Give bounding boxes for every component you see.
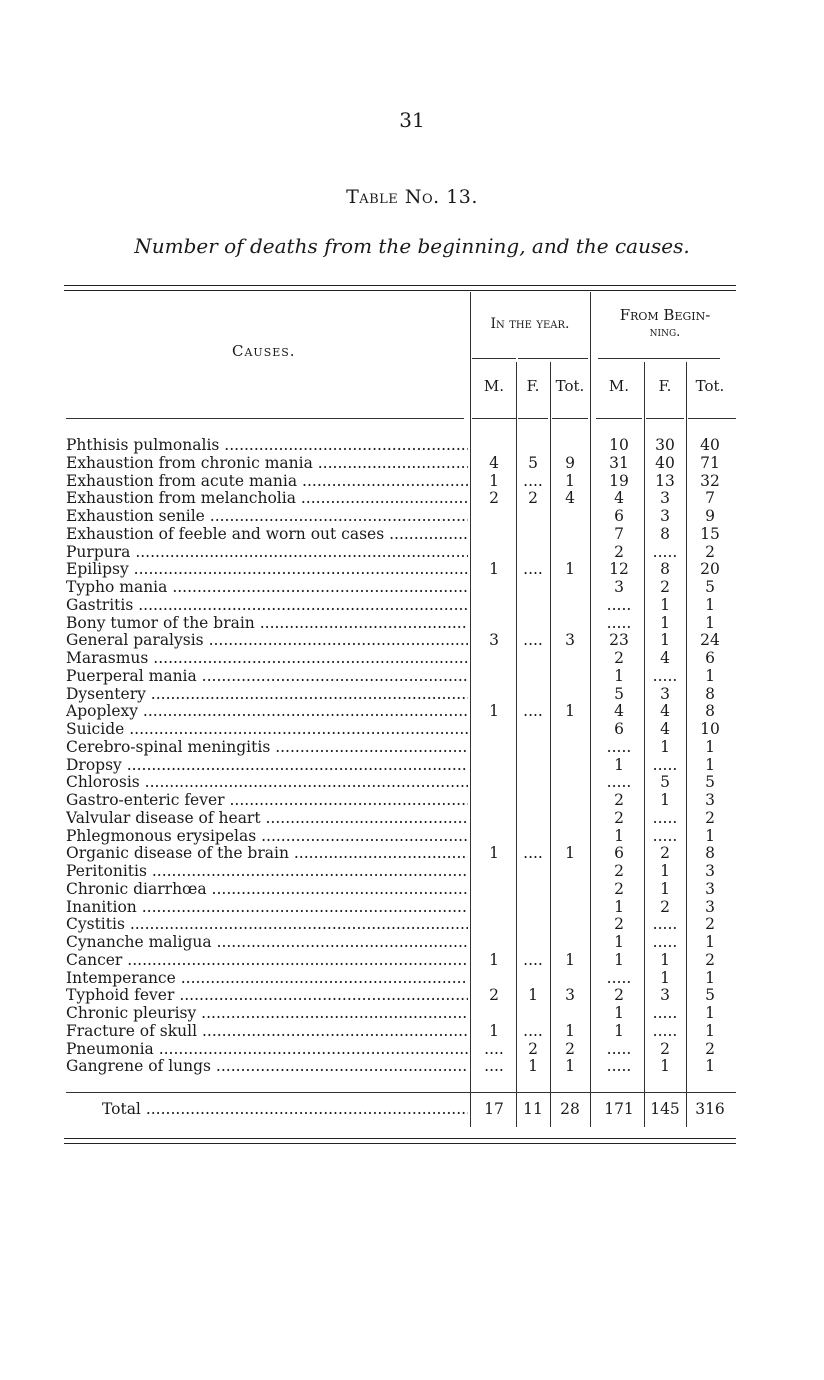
- cell-year-m: ....: [484, 1039, 504, 1058]
- total-begin-f: 145: [650, 1100, 680, 1118]
- cause-label: Exhaustion senile .....: [66, 507, 468, 525]
- cell-begin-f: .....: [652, 1021, 678, 1040]
- cell-begin-m: 1: [614, 1021, 624, 1040]
- col-header-m: M.: [483, 377, 505, 395]
- cell-begin-f: 1: [660, 968, 670, 987]
- cell-begin-f: 3: [660, 986, 670, 1005]
- cell-begin-f: .....: [652, 915, 678, 934]
- table-row: [66, 969, 742, 987]
- table-row: [66, 560, 742, 578]
- header-rule: [688, 418, 736, 419]
- cell-year-tot: 2: [565, 1039, 575, 1058]
- cause-label: Epilipsy .....: [66, 560, 468, 578]
- cause-label: Apoplexy .....: [66, 702, 468, 720]
- cell-begin-m: 1: [614, 826, 624, 845]
- cell-year-tot: 1: [565, 950, 575, 969]
- cell-year-tot: 1: [565, 560, 575, 579]
- cause-label: Peritonitis .....: [66, 862, 468, 880]
- total-rule: [66, 1092, 736, 1093]
- table-row: [66, 915, 742, 933]
- cell-begin-tot: 1: [705, 737, 715, 756]
- cause-label: Intemperance .....: [66, 969, 468, 987]
- cell-year-m: 1: [489, 950, 499, 969]
- cell-begin-m: 2: [614, 791, 624, 809]
- cell-year-f: ....: [523, 631, 543, 650]
- cause-label: Puerperal mania .....: [66, 667, 468, 685]
- cell-begin-f: 4: [660, 720, 670, 738]
- cell-begin-tot: 2: [705, 950, 715, 969]
- total-label: Total .....: [102, 1100, 468, 1118]
- cell-begin-tot: 1: [705, 933, 715, 951]
- cell-begin-m: 1: [614, 950, 624, 969]
- cell-year-f: ....: [523, 950, 543, 969]
- cell-year-tot: 1: [565, 844, 575, 863]
- cell-begin-tot: 1: [705, 826, 715, 845]
- cell-year-f: 1: [528, 1057, 538, 1076]
- causes-header: Causes.: [232, 342, 296, 360]
- cell-year-m: 1: [489, 844, 499, 863]
- cell-begin-f: 8: [660, 560, 670, 579]
- total-begin-m: 171: [604, 1100, 634, 1118]
- total-row: [66, 1100, 742, 1118]
- col-header-m: M.: [608, 377, 630, 395]
- cell-begin-tot: 1: [705, 968, 715, 987]
- cell-year-f: 5: [528, 453, 538, 472]
- cell-begin-f: .....: [652, 666, 678, 685]
- table-row: [66, 720, 742, 738]
- cause-label: Exhaustion from acute mania .....: [66, 472, 468, 490]
- cell-begin-tot: 3: [705, 897, 715, 916]
- cell-begin-f: 30: [655, 436, 675, 454]
- cell-begin-tot: 2: [705, 1039, 715, 1058]
- cell-begin-f: 2: [660, 844, 670, 863]
- table-row: [66, 880, 742, 898]
- cell-begin-tot: 1: [705, 755, 715, 774]
- cell-begin-m: .....: [606, 613, 632, 632]
- cell-year-tot: 3: [565, 986, 575, 1005]
- cell-begin-f: 3: [660, 489, 670, 508]
- cell-begin-f: 1: [660, 595, 670, 614]
- cause-label: Chronic diarrhœa .....: [66, 880, 468, 898]
- cell-year-f: 2: [528, 489, 538, 508]
- cell-begin-m: .....: [606, 1057, 632, 1076]
- table-row: [66, 578, 742, 596]
- cell-begin-m: 2: [614, 542, 624, 561]
- cause-label: Cynanche maligua .....: [66, 933, 468, 951]
- cell-begin-tot: 40: [700, 436, 720, 454]
- cell-begin-f: 1: [660, 613, 670, 632]
- cause-label: Chronic pleurisy .....: [66, 1004, 468, 1022]
- cell-year-tot: 1: [565, 702, 575, 721]
- table-row: [66, 1022, 742, 1040]
- cell-year-m: ....: [484, 1057, 504, 1076]
- cell-begin-tot: 24: [700, 631, 720, 650]
- table-row: [66, 631, 742, 649]
- cause-label: Exhaustion from chronic mania .....: [66, 454, 468, 472]
- cell-begin-f: 4: [660, 702, 670, 721]
- cell-year-f: ....: [523, 702, 543, 721]
- table-row: [66, 951, 742, 969]
- cause-label: Purpura .....: [66, 543, 468, 561]
- cell-begin-m: 12: [609, 560, 629, 579]
- page-number: 31: [399, 108, 425, 132]
- header-rule: [518, 418, 548, 419]
- cause-label: Cerebro-spinal meningitis .....: [66, 738, 468, 756]
- header-rule: [518, 358, 588, 359]
- cause-label: Phlegmonous erysipelas .....: [66, 827, 468, 845]
- table-row: [66, 614, 742, 632]
- cell-begin-m: 3: [614, 578, 624, 596]
- cell-begin-f: 1: [660, 950, 670, 969]
- cell-year-m: 4: [489, 453, 499, 472]
- cell-begin-f: .....: [652, 933, 678, 951]
- cell-begin-tot: 1: [705, 1021, 715, 1040]
- cell-begin-m: 1: [614, 755, 624, 774]
- header-rule: [472, 358, 516, 359]
- total-year-f: 11: [523, 1100, 543, 1118]
- cell-begin-m: 19: [609, 471, 629, 490]
- cell-year-m: 1: [489, 471, 499, 490]
- cell-begin-f: 1: [660, 791, 670, 809]
- col-header-tot: Tot.: [695, 377, 725, 395]
- cause-label: Gastritis .....: [66, 596, 468, 614]
- table-row: [66, 543, 742, 561]
- cell-year-f: 1: [528, 986, 538, 1005]
- table-row: [66, 986, 742, 1004]
- table-row: [66, 738, 742, 756]
- cell-begin-tot: 6: [705, 649, 715, 667]
- cell-begin-m: 6: [614, 507, 624, 525]
- cell-begin-f: .....: [652, 755, 678, 774]
- table-row: [66, 1040, 742, 1058]
- cell-year-m: 1: [489, 702, 499, 721]
- table-row: [66, 1057, 742, 1075]
- cell-begin-f: 13: [655, 471, 675, 490]
- cause-label: Fracture of skull .....: [66, 1022, 468, 1040]
- cell-begin-f: 1: [660, 631, 670, 650]
- cell-begin-tot: 20: [700, 560, 720, 579]
- table-row: [66, 1004, 742, 1022]
- table-row: [66, 773, 742, 791]
- cell-year-tot: 9: [565, 453, 575, 472]
- cell-year-tot: 1: [565, 471, 575, 490]
- table-row: [66, 827, 742, 845]
- cell-begin-m: 1: [614, 933, 624, 951]
- cell-begin-f: 1: [660, 1057, 670, 1076]
- cell-begin-f: 2: [660, 1039, 670, 1058]
- cause-label: General paralysis .....: [66, 631, 468, 649]
- cell-begin-f: .....: [652, 1004, 678, 1022]
- header-rule: [646, 418, 684, 419]
- cell-begin-m: 2: [614, 915, 624, 934]
- top-rule: [64, 285, 736, 286]
- header-rule: [598, 358, 720, 359]
- cell-begin-f: 1: [660, 737, 670, 756]
- table-title: Table No. 13.: [346, 186, 478, 208]
- cause-label: Suicide .....: [66, 720, 468, 738]
- cell-begin-m: 5: [614, 684, 624, 703]
- cell-begin-tot: 1: [705, 595, 715, 614]
- cell-begin-f: 3: [660, 507, 670, 525]
- cell-year-f: 2: [528, 1039, 538, 1058]
- cell-begin-m: .....: [606, 968, 632, 987]
- cause-label: Dysentery .....: [66, 685, 468, 703]
- cell-year-tot: 3: [565, 631, 575, 650]
- cause-label: Cystitis .....: [66, 915, 468, 933]
- cell-begin-tot: 10: [700, 720, 720, 738]
- cause-label: Bony tumor of the brain .....: [66, 614, 468, 632]
- cell-begin-f: 5: [660, 773, 670, 792]
- cell-year-f: ....: [523, 471, 543, 490]
- table-row: [66, 844, 742, 862]
- cause-label: Cancer .....: [66, 951, 468, 969]
- col-header-tot: Tot.: [555, 377, 585, 395]
- cell-begin-m: 6: [614, 844, 624, 863]
- cell-begin-tot: 3: [705, 862, 715, 880]
- col-header-f: F.: [658, 377, 672, 395]
- cause-label: Dropsy .....: [66, 756, 468, 774]
- cell-year-m: 3: [489, 631, 499, 650]
- header-rule: [596, 418, 642, 419]
- table-row: [66, 898, 742, 916]
- header-rule: [66, 418, 464, 419]
- cell-begin-f: .....: [652, 542, 678, 561]
- cell-year-m: 2: [489, 489, 499, 508]
- cell-begin-tot: 8: [705, 702, 715, 721]
- total-begin-tot: 316: [695, 1100, 725, 1118]
- cell-begin-tot: 1: [705, 613, 715, 632]
- cause-label: Organic disease of the brain .....: [66, 844, 468, 862]
- header-rule: [552, 418, 588, 419]
- table-row: [66, 649, 742, 667]
- table-subtitle: Number of deaths from the beginning, and the causes.: [134, 234, 690, 258]
- header-rule: [472, 418, 516, 419]
- from-beginning-header-cont: ning.: [649, 325, 681, 340]
- cell-begin-tot: 5: [705, 578, 715, 596]
- cell-begin-m: 7: [614, 524, 624, 543]
- cell-year-f: ....: [523, 1021, 543, 1040]
- cell-begin-tot: 2: [705, 542, 715, 561]
- in-the-year-header: In the year.: [490, 316, 570, 332]
- cell-year-tot: 4: [565, 489, 575, 508]
- cell-begin-f: 3: [660, 684, 670, 703]
- top-rule-inner: [64, 290, 736, 291]
- cell-begin-tot: 7: [705, 489, 715, 508]
- cell-begin-tot: 15: [700, 524, 720, 543]
- cell-begin-m: 2: [614, 879, 624, 898]
- table-row: [66, 596, 742, 614]
- table-row: [66, 933, 742, 951]
- cell-begin-f: .....: [652, 808, 678, 827]
- cell-begin-tot: 3: [705, 791, 715, 809]
- cell-begin-m: .....: [606, 773, 632, 792]
- cell-begin-m: 1: [614, 1004, 624, 1022]
- table-row: [66, 525, 742, 543]
- cell-begin-m: .....: [606, 595, 632, 614]
- cell-year-f: ....: [523, 844, 543, 863]
- cause-label: Gangrene of lungs .....: [66, 1057, 468, 1075]
- cell-year-m: 1: [489, 560, 499, 579]
- table-row: [66, 702, 742, 720]
- cell-begin-f: 2: [660, 578, 670, 596]
- cell-begin-m: 2: [614, 649, 624, 667]
- cause-label: Typho mania .....: [66, 578, 468, 596]
- cause-label: Exhaustion from melancholia .....: [66, 489, 468, 507]
- col-header-f: F.: [526, 377, 540, 395]
- cell-begin-m: 2: [614, 862, 624, 880]
- cell-begin-tot: 1: [705, 666, 715, 685]
- table-row: [66, 667, 742, 685]
- cell-begin-m: .....: [606, 1039, 632, 1058]
- cell-begin-tot: 3: [705, 879, 715, 898]
- cell-year-m: 2: [489, 986, 499, 1005]
- cell-begin-tot: 8: [705, 684, 715, 703]
- cell-begin-f: 1: [660, 862, 670, 880]
- cause-label: Gastro-enteric fever .....: [66, 791, 468, 809]
- table-row: [66, 454, 742, 472]
- cause-label: Exhaustion of feeble and worn out cases .....: [66, 525, 468, 543]
- cause-label: Typhoid fever .....: [66, 986, 468, 1004]
- bottom-rule: [64, 1138, 736, 1139]
- cell-year-tot: 1: [565, 1021, 575, 1040]
- cell-begin-m: 2: [614, 986, 624, 1005]
- total-year-tot: 28: [560, 1100, 580, 1118]
- cell-begin-m: 6: [614, 720, 624, 738]
- cell-begin-tot: 1: [705, 1004, 715, 1022]
- cell-begin-tot: 2: [705, 915, 715, 934]
- cell-begin-f: 2: [660, 897, 670, 916]
- cell-begin-tot: 32: [700, 471, 720, 490]
- cause-label: Inanition .....: [66, 898, 468, 916]
- cell-year-m: 1: [489, 1021, 499, 1040]
- cell-year-f: ....: [523, 560, 543, 579]
- bottom-rule-inner: [64, 1143, 736, 1144]
- cell-begin-f: 4: [660, 649, 670, 667]
- table-row: [66, 685, 742, 703]
- cell-begin-m: 31: [609, 453, 629, 472]
- cell-begin-m: 10: [609, 436, 629, 454]
- cell-begin-f: 1: [660, 879, 670, 898]
- cell-begin-m: 1: [614, 666, 624, 685]
- cell-begin-tot: 2: [705, 808, 715, 827]
- cell-begin-tot: 5: [705, 986, 715, 1005]
- table-row: [66, 791, 742, 809]
- cell-begin-f: .....: [652, 826, 678, 845]
- cause-label: Marasmus .....: [66, 649, 468, 667]
- cell-begin-m: 2: [614, 808, 624, 827]
- total-year-m: 17: [484, 1100, 504, 1118]
- table-row: [66, 507, 742, 525]
- table-row: [66, 489, 742, 507]
- cause-label: Chlorosis .....: [66, 773, 468, 791]
- table-row: [66, 472, 742, 490]
- cause-label: Pneumonia .....: [66, 1040, 468, 1058]
- cell-begin-tot: 9: [705, 507, 715, 525]
- cell-begin-tot: 5: [705, 773, 715, 792]
- cell-begin-m: .....: [606, 737, 632, 756]
- table-row: [66, 436, 742, 454]
- table-row: [66, 862, 742, 880]
- cause-label: Valvular disease of heart .....: [66, 809, 468, 827]
- cell-begin-tot: 8: [705, 844, 715, 863]
- cell-begin-m: 23: [609, 631, 629, 650]
- from-beginning-header: From Begin-: [619, 306, 711, 324]
- cell-begin-f: 8: [660, 524, 670, 543]
- cell-begin-m: 4: [614, 702, 624, 721]
- table-row: [66, 809, 742, 827]
- cell-begin-m: 4: [614, 489, 624, 508]
- cause-label: Phthisis pulmonalis .....: [66, 436, 468, 454]
- cell-begin-m: 1: [614, 897, 624, 916]
- cell-begin-tot: 1: [705, 1057, 715, 1076]
- cell-year-tot: 1: [565, 1057, 575, 1076]
- cell-begin-tot: 71: [700, 453, 720, 472]
- cell-begin-f: 40: [655, 453, 675, 472]
- table-row: [66, 756, 742, 774]
